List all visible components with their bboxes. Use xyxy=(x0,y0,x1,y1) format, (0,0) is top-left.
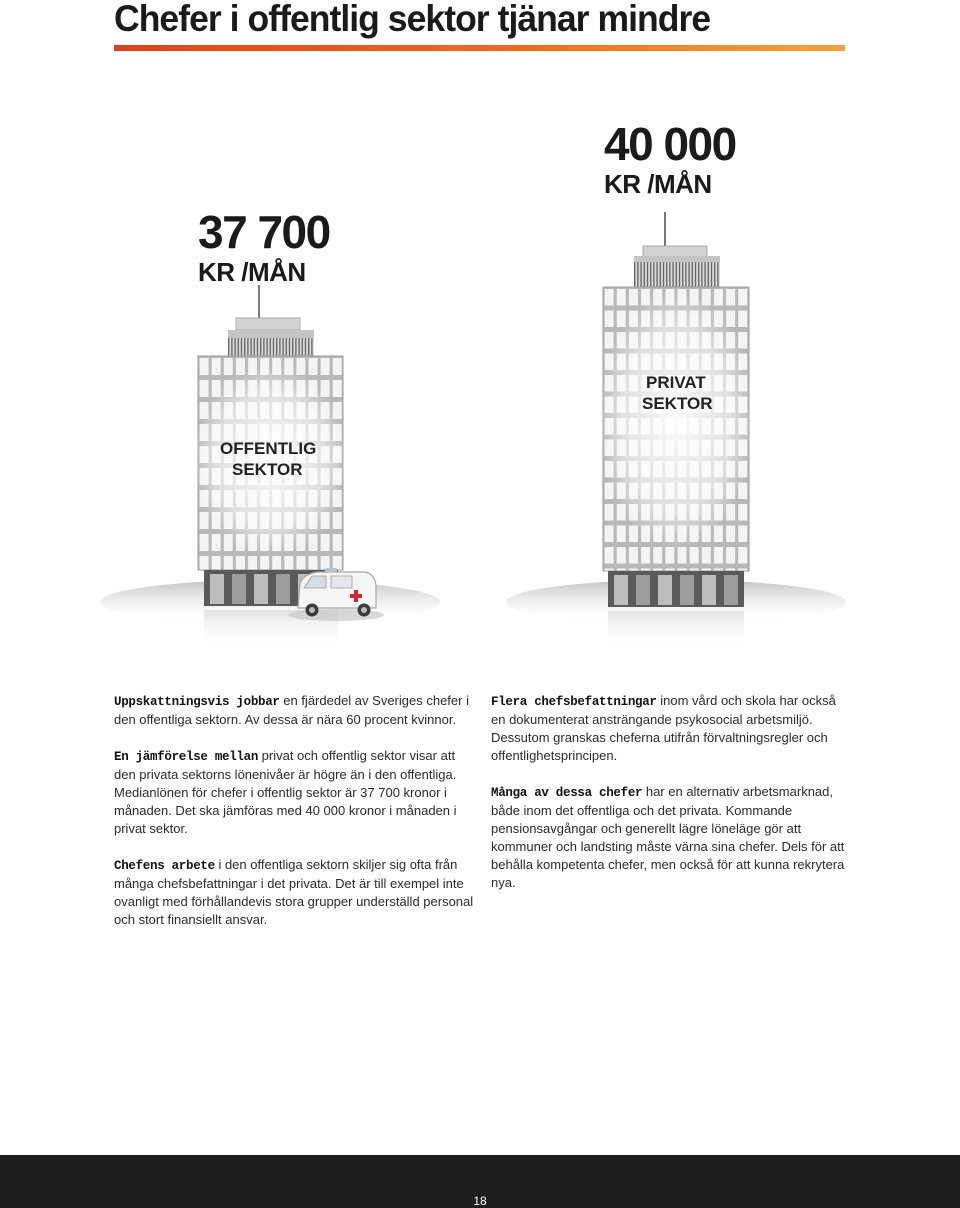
paragraph-lead: Flera chefsbefattningar xyxy=(491,695,657,709)
paragraph-body: en fjärdedel av Sveriges chefer i den offentliga sektorn. Av dessa är nära 60 procent kvinnor. xyxy=(114,693,469,727)
page-title: Chefer i offentlig sektor tjänar mindre xyxy=(114,0,711,39)
paragraph-comparison xyxy=(114,747,474,838)
public-sector-label-line2: SEKTOR xyxy=(232,460,303,479)
private-sector-label-line1: PRIVAT xyxy=(646,373,706,392)
private-salary-unit: KR /MÅN xyxy=(604,169,712,199)
paragraph-lead: Många av dessa chefer xyxy=(491,786,643,800)
paragraph-body: privat och offentlig sektor visar att den privata sektorns lönenivåer är högre än i den offentliga. Medianlönen för chefer i offentlig sektor är 37 700 kronor i månaden. Det ska jämföras med 40 000 kronor i månaden i privat sektor. xyxy=(114,748,457,836)
paragraph-lead: Chefens arbete xyxy=(114,859,215,873)
public-salary-amount: 37 700 xyxy=(198,206,330,258)
title-accent-rule xyxy=(114,45,845,51)
salary-building-illustration xyxy=(0,60,960,660)
private-salary-amount: 40 000 xyxy=(604,118,736,170)
paragraph-estimate xyxy=(114,692,474,729)
paragraph-body: i den offentliga sektorn skiljer sig ofta från många chefsbefattningar i det privata. Det är till exempel inte ovanligt med förhållandevis stora grupper underställd personal och stort finansiellt ansvar. xyxy=(114,857,474,927)
right-text-column xyxy=(491,692,851,910)
paragraph-lead: Uppskattningsvis jobbar xyxy=(114,695,280,709)
left-text-column xyxy=(114,692,474,947)
paragraph-manager-work xyxy=(114,856,474,929)
page-footer xyxy=(0,1155,960,1208)
private-sector-building xyxy=(598,212,754,651)
public-salary-unit: KR /MÅN xyxy=(198,257,306,287)
page-number: 18 xyxy=(473,1194,487,1208)
paragraph-positions xyxy=(491,692,851,765)
paragraph-labour-market xyxy=(491,783,851,892)
paragraph-lead: En jämförelse mellan xyxy=(114,750,259,764)
paragraph-body: har en alternativ arbetsmarknad, både inom det offentliga och det privata. Kommande pensionsavgångar och generellt lägre löneläge gör att kommuner och landsting måste värna sina chefer. Dels för att behålla kompetenta chefer, men också för att kunna rekrytera nya. xyxy=(491,784,845,890)
public-sector-label-line1: OFFENTLIG xyxy=(220,439,317,458)
private-sector-label-line2: SEKTOR xyxy=(642,394,713,413)
paragraph-body: inom vård och skola har också en dokumenterat ansträngande psykosocial arbetsmiljö. Dessutom granskas cheferna utifrån förvaltningsregler och offentlighetsprincipen. xyxy=(491,693,836,763)
